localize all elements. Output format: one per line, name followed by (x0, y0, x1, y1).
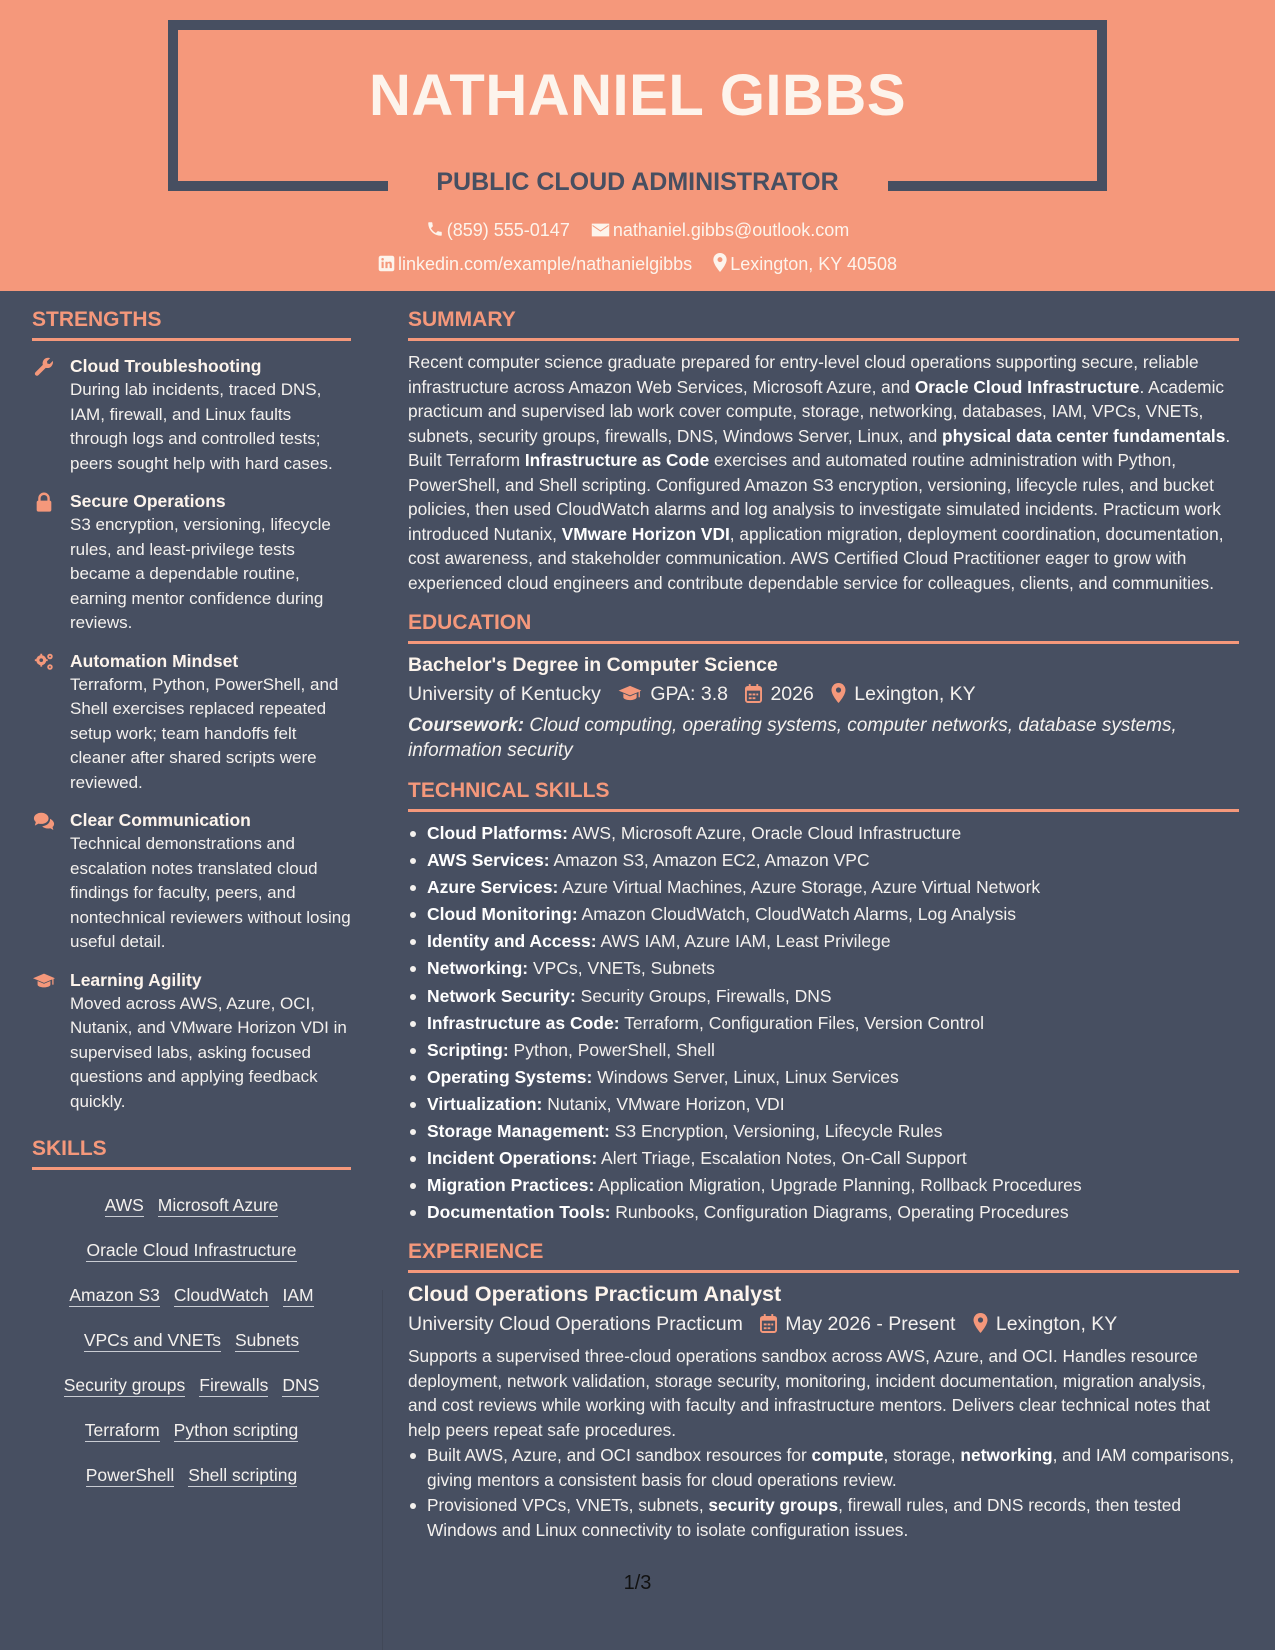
candidate-name: NATHANIEL GIBBS (368, 63, 907, 128)
skill-category: Documentation Tools: (427, 1202, 611, 1223)
contact-row-1 (0, 220, 1275, 241)
strength-item (32, 489, 351, 636)
skill-category: Migration Practices: (427, 1175, 595, 1196)
phone-icon (426, 220, 444, 238)
skill-values: Security Groups, Firewalls, DNS (575, 985, 832, 1006)
degree-title: Bachelor's Degree in Computer Science (408, 654, 778, 676)
skill-values: Amazon S3, Amazon EC2, Amazon VPC (549, 850, 870, 871)
linkedin-item[interactable] (378, 254, 692, 275)
calendar-icon (760, 1314, 777, 1333)
school-name: University of Kentucky (408, 683, 601, 705)
job-title: Cloud Operations Practicum Analyst (408, 1282, 782, 1307)
experience-bullets (408, 1443, 1239, 1542)
strengths-heading: STRENGTHS (32, 308, 351, 341)
technical-skills-heading: TECHNICAL SKILLS (408, 779, 1239, 812)
summary-text (408, 350, 1239, 595)
technical-skill-item (408, 820, 1239, 847)
map-marker-icon (831, 683, 846, 703)
skill-category: Operating Systems: (427, 1066, 593, 1087)
linkedin-icon (378, 255, 395, 272)
strength-desc: S3 encryption, versioning, lifecycle rules, and least-privilege tests became a dependable routine, earning mentor confidence during reviews. (70, 515, 331, 632)
job-meta (408, 1313, 1239, 1336)
technical-skill-item (408, 955, 1239, 982)
text-run: . Academic practicum and supervised lab work cover compute, storage, networking, databases, IAM, VPCs, VNETs, subnets, security groups, firewalls, DNS, Windows Server, Linux, and (408, 376, 1225, 446)
contact-row-2 (0, 253, 1275, 275)
graduation-year: 2026 (770, 683, 814, 705)
skill-values: Terraform, Configuration Files, Version Control (619, 1012, 984, 1033)
skill-chip: VPCs and VNETs (83, 1330, 221, 1350)
text-run: Built AWS, Azure, and OCI sandbox resources for (427, 1445, 812, 1466)
skill-chip: Oracle Cloud Infrastructure (86, 1240, 297, 1260)
bold-phrase: networking (960, 1445, 1053, 1466)
bold-phrase: Oracle Cloud Infrastructure (914, 376, 1140, 397)
skill-chip-row (32, 1454, 351, 1499)
skill-values: AWS, Microsoft Azure, Oracle Cloud Infrastructure (567, 823, 962, 843)
skill-category: AWS Services: (427, 850, 550, 871)
strength-desc: Terraform, Python, PowerShell, and Shell exercises replaced repeated setup work; team handoffs felt cleaner after shared scripts were reviewed. (70, 674, 339, 792)
skill-category: Scripting: (427, 1039, 509, 1060)
skill-values: Azure Virtual Machines, Azure Storage, Azure Virtual Network (558, 877, 1041, 898)
strength-desc: Moved across AWS, Azure, OCI, Nutanix, and VMware Horizon VDI in supervised labs, asking focused questions and applying feedback quickly. (70, 993, 347, 1111)
technical-skill-item (408, 983, 1239, 1010)
phone-item (426, 220, 570, 241)
skill-values: AWS IAM, Azure IAM, Least Privilege (596, 931, 891, 952)
linkedin-url: linkedin.com/example/nathanielgibbs (397, 254, 693, 274)
text-run: , application migration, deployment coordination, documentation, cost awareness, and stakeholder communication. AWS Certified Cloud Practitioner eager to grow with experienced cloud engineers and contribute dependable service for colleagues, clients, and communities. (408, 523, 1224, 593)
technical-skill-item (408, 1145, 1239, 1172)
calendar-icon (745, 684, 762, 703)
education-meta (408, 683, 1239, 706)
technical-skills-list (408, 820, 1239, 1226)
skill-chip-row (32, 1274, 351, 1319)
gears-icon (32, 651, 56, 673)
job-dates-item (760, 1313, 955, 1336)
skills-chips (32, 1184, 351, 1499)
bold-phrase: VMware Horizon VDI (561, 523, 730, 544)
technical-skill-item (408, 1199, 1239, 1226)
left-column (32, 308, 351, 1499)
skill-chip: Python scripting (173, 1420, 299, 1440)
strength-title: Cloud Troubleshooting (70, 356, 262, 376)
strength-item (32, 354, 351, 476)
skill-category: Azure Services: (427, 877, 559, 898)
skill-chip: Microsoft Azure (157, 1195, 279, 1215)
skill-chip-row (32, 1409, 351, 1454)
location-item (713, 253, 897, 275)
skills-heading: SKILLS (32, 1137, 351, 1170)
text-run: Provisioned VPCs, VNETs, subnets, (427, 1495, 709, 1516)
technical-skill-item (408, 1037, 1239, 1064)
technical-skill-item (408, 1118, 1239, 1145)
technical-skill-item (408, 847, 1239, 874)
skill-category: Network Security: (427, 985, 576, 1006)
skill-category: Cloud Platforms: (427, 823, 568, 843)
gpa-text: GPA: 3.8 (650, 683, 729, 705)
text-run: , storage, (883, 1445, 961, 1466)
strength-desc: During lab incidents, traced DNS, IAM, firewall, and Linux faults through logs and controlled tests; peers sought help with hard cases. (70, 380, 333, 473)
skill-chip: DNS (282, 1375, 320, 1395)
skill-chip: AWS (104, 1195, 144, 1215)
email-item[interactable] (591, 220, 849, 241)
job-location: Lexington, KY (995, 1313, 1118, 1336)
skill-chip-row (32, 1319, 351, 1364)
org-name: University Cloud Operations Practicum (408, 1313, 743, 1336)
strengths-list (32, 354, 351, 1114)
skill-chip: Terraform (84, 1420, 160, 1440)
skill-category: Cloud Monitoring: (427, 904, 578, 925)
technical-skill-item (408, 928, 1239, 955)
skill-chip: CloudWatch (173, 1285, 269, 1305)
skill-values: Windows Server, Linux, Linux Services (592, 1066, 899, 1087)
strength-item (32, 808, 351, 955)
skill-chip: PowerShell (85, 1465, 175, 1485)
coursework-text: Cloud computing, operating systems, computer networks, database systems, information security (408, 715, 1177, 761)
technical-skill-item (408, 1064, 1239, 1091)
skill-chip-row (32, 1364, 351, 1409)
skill-chip-row (32, 1184, 351, 1229)
map-marker-icon (973, 1313, 988, 1333)
strength-title: Learning Agility (70, 969, 202, 990)
skill-chip: Shell scripting (188, 1465, 298, 1485)
strength-title: Automation Mindset (70, 650, 239, 671)
lock-icon (32, 491, 56, 513)
skill-category: Identity and Access: (427, 931, 597, 952)
text-run: , and IAM comparisons, giving mentors a consistent basis for cloud operations review. (427, 1445, 1235, 1490)
skill-values: Alert Triage, Escalation Notes, On-Call Support (597, 1148, 967, 1169)
skill-values: Runbooks, Configuration Diagrams, Operating Procedures (610, 1202, 1069, 1223)
skill-category: Incident Operations: (427, 1148, 598, 1169)
experience-bullet (408, 1493, 1239, 1542)
skill-values: VPCs, VNETs, Subnets (528, 958, 715, 979)
graduation-cap-icon (618, 684, 642, 703)
edu-location-item (831, 683, 975, 706)
skill-category: Infrastructure as Code: (427, 1012, 620, 1033)
education-heading: EDUCATION (408, 611, 1239, 644)
skill-chip: Amazon S3 (69, 1285, 160, 1305)
experience-bullet (408, 1443, 1239, 1492)
page-number: 1/3 (623, 1572, 652, 1594)
bold-phrase: compute (811, 1445, 884, 1466)
strength-title: Clear Communication (70, 810, 251, 830)
text-run: exercises and automated routine administration with Python, PowerShell, and Shell scripting. Configured Amazon S3 encryption, versioning, lifecycle rules, and bucket policies, then used CloudWatch alarms and log analysis to investigate simulated incidents. Practicum work introduced Nutanix, (408, 450, 1221, 544)
skill-chip: Subnets (234, 1330, 300, 1350)
summary-heading: SUMMARY (408, 308, 1239, 341)
technical-skill-item (408, 1010, 1239, 1037)
strength-desc: Technical demonstrations and escalation notes translated cloud findings for faculty, peers, and nontechnical reviewers without losing useful detail. (70, 834, 351, 951)
graduation-cap-icon (32, 970, 56, 992)
job-location-item (973, 1313, 1117, 1336)
job-description: Supports a supervised three-cloud operations sandbox across AWS, Azure, and OCI. Handles resource deployment, network validation, storage security, monitoring, incident documentation, migration analysis, and cost reviews while working with faculty and infrastructure mentors. Delivers clear technical notes that help peers repeat safe procedures. (408, 1346, 1211, 1440)
skill-chip: IAM (282, 1285, 314, 1305)
technical-skill-item (408, 901, 1239, 928)
text-run: , firewall rules, and DNS records, then tested Windows and Linux connectivity to isolate configuration issues. (427, 1495, 1181, 1540)
header-banner (0, 0, 1275, 291)
skill-values: S3 Encryption, Versioning, Lifecycle Rules (609, 1121, 943, 1142)
strength-item (32, 968, 351, 1115)
bold-phrase: Infrastructure as Code (524, 450, 710, 470)
skill-chip-row (32, 1229, 351, 1274)
skill-values: Python, PowerShell, Shell (508, 1039, 715, 1060)
technical-skill-item (408, 874, 1239, 901)
job-dates: May 2026 - Present (785, 1313, 956, 1336)
text-run: . Built Terraform (408, 425, 1231, 470)
skill-category: Storage Management: (427, 1121, 610, 1142)
phone-number: (859) 555-0147 (446, 220, 570, 240)
bold-phrase: security groups (708, 1495, 839, 1516)
skill-chip: Firewalls (199, 1375, 269, 1395)
experience-heading: EXPERIENCE (408, 1240, 1239, 1273)
skill-values: Application Migration, Upgrade Planning, Rollback Procedures (594, 1175, 1082, 1196)
skill-values: Amazon CloudWatch, CloudWatch Alarms, Log Analysis (577, 904, 1017, 925)
wrench-icon (32, 356, 56, 378)
edu-location: Lexington, KY (854, 683, 976, 705)
map-marker-icon (713, 253, 727, 272)
right-column (408, 308, 1239, 1542)
skill-values: Nutanix, VMware Horizon, VDI (542, 1093, 785, 1114)
column-divider (382, 1290, 383, 1650)
location-text: Lexington, KY 40508 (730, 254, 897, 274)
technical-skill-item (408, 1172, 1239, 1199)
coursework (408, 714, 1239, 763)
text-run: Recent computer science graduate prepared for entry-level cloud operations supporting secure, reliable infrastructure across Amazon Web Services, Microsoft Azure, and (408, 352, 1199, 397)
skill-category: Networking: (427, 958, 529, 979)
coursework-label: Coursework: (408, 715, 525, 736)
year-item (745, 683, 813, 706)
strength-item (32, 649, 351, 796)
strength-title: Secure Operations (70, 491, 226, 511)
comments-icon (32, 810, 56, 832)
email-icon (591, 222, 610, 238)
bold-phrase: physical data center fundamentals (942, 425, 1226, 446)
email-address: nathaniel.gibbs@outlook.com (612, 220, 850, 240)
skill-chip: Security groups (63, 1375, 186, 1395)
job-role: PUBLIC CLOUD ADMINISTRATOR (436, 168, 839, 196)
skill-category: Virtualization: (427, 1093, 543, 1114)
technical-skill-item (408, 1091, 1239, 1118)
gpa-item (618, 683, 728, 706)
